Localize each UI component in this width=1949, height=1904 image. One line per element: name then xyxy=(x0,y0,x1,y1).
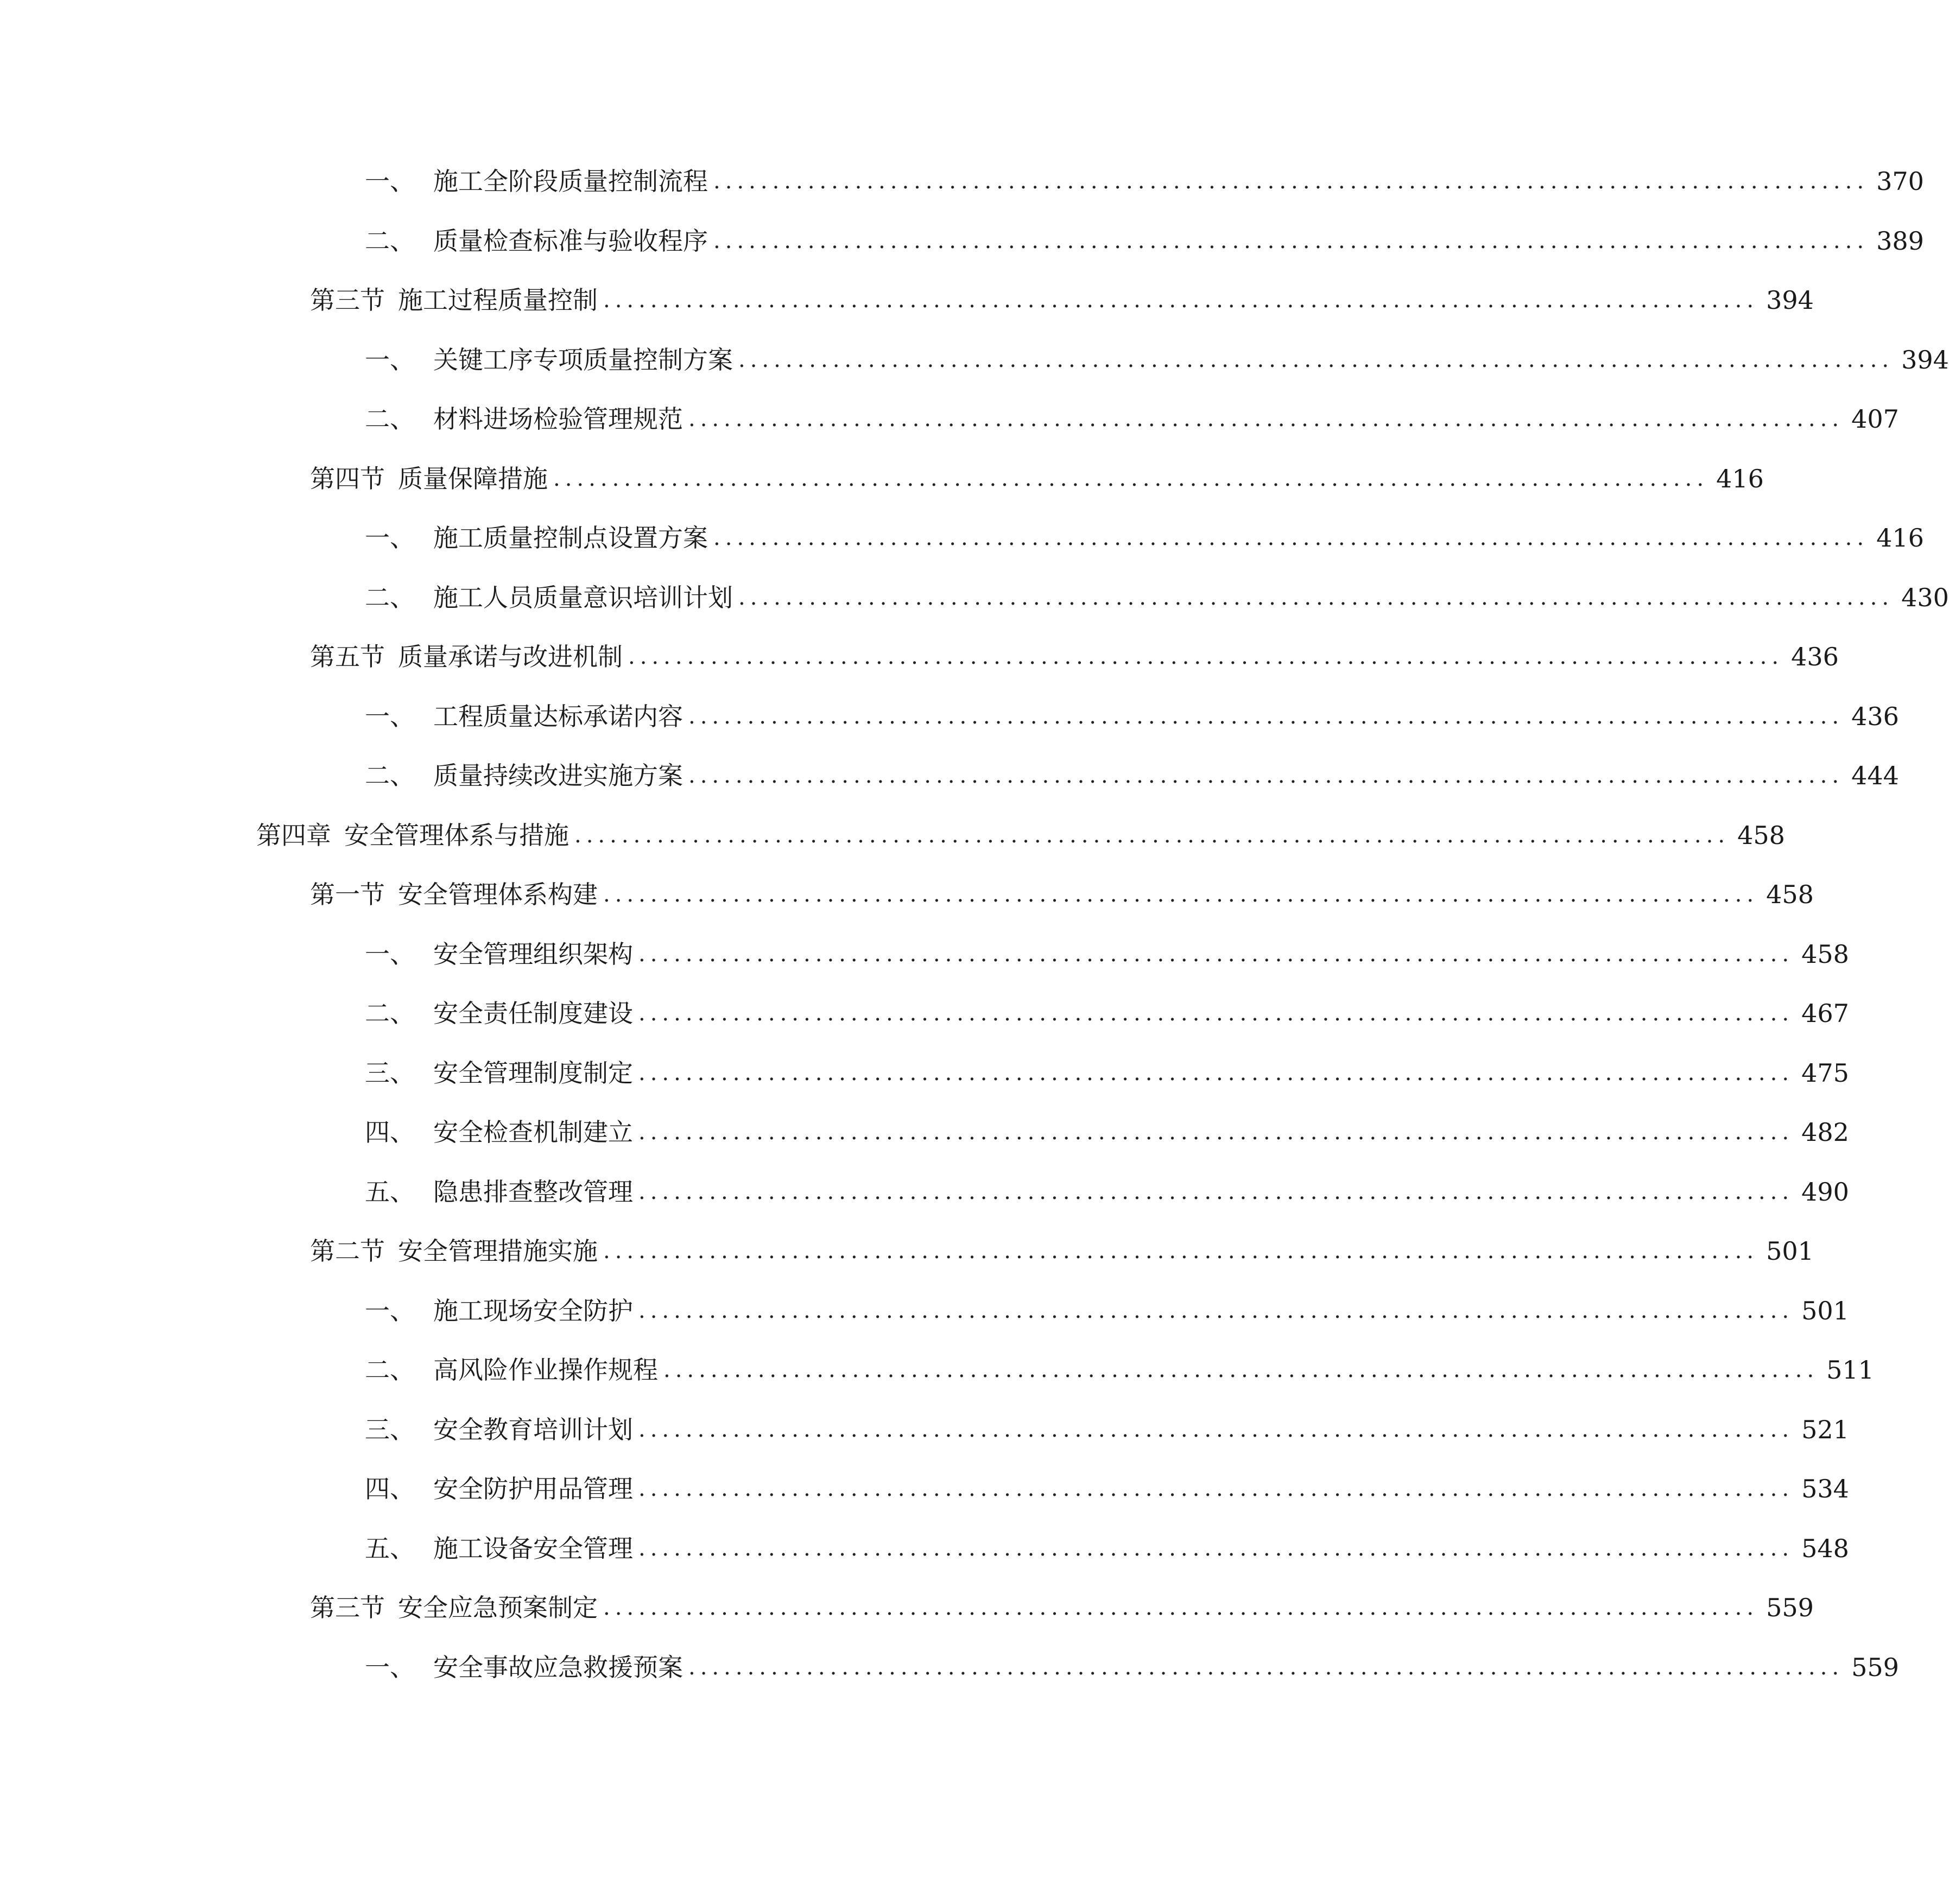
toc-entry[interactable] xyxy=(310,873,1814,916)
toc-entry[interactable] xyxy=(365,397,1899,441)
toc-entry[interactable] xyxy=(365,1110,1849,1154)
toc-label xyxy=(365,576,733,619)
toc-label xyxy=(310,635,623,678)
toc-entry-number: 一、 xyxy=(365,940,415,969)
toc-leader-dots: .................................................................................................. xyxy=(663,1357,1819,1382)
toc-leader-dots: .................................................................................................. xyxy=(713,525,1869,550)
toc-entry[interactable] xyxy=(365,1170,1849,1214)
toc-label xyxy=(365,397,683,441)
toc-page-number: 458 xyxy=(1766,880,1814,909)
toc-page-number: 501 xyxy=(1801,1296,1849,1325)
toc-label xyxy=(365,516,708,560)
toc-leader-dots: .................................................................................................. xyxy=(713,229,1869,253)
toc-entry-number: 二、 xyxy=(365,761,415,790)
toc-label xyxy=(365,160,708,203)
toc-entry[interactable] xyxy=(365,1348,1874,1392)
toc-leader-dots: .................................................................................................. xyxy=(638,1179,1794,1204)
toc-entry[interactable] xyxy=(365,754,1899,797)
toc-entry-number: 一、 xyxy=(365,1653,415,1682)
toc-page-number: 394 xyxy=(1766,285,1814,315)
toc-entry[interactable] xyxy=(365,1646,1899,1689)
toc-label xyxy=(365,1289,633,1332)
toc-entry[interactable] xyxy=(365,1527,1849,1570)
toc-entry-title: 安全管理制度制定 xyxy=(433,1058,633,1088)
toc-entry-number: 二、 xyxy=(365,1355,415,1385)
toc-entry[interactable] xyxy=(310,1586,1814,1629)
toc-page-number: 416 xyxy=(1716,464,1764,493)
toc-page-number: 534 xyxy=(1801,1474,1849,1503)
toc-leader-dots: .................................................................................................. xyxy=(638,1120,1794,1145)
toc-entry-title: 质量持续改进实施方案 xyxy=(433,761,683,790)
toc-label xyxy=(310,873,598,916)
toc-page-number: 370 xyxy=(1876,167,1924,196)
toc-entry-title: 施工质量控制点设置方案 xyxy=(433,523,708,553)
toc-entry-title: 安全检查机制建立 xyxy=(433,1118,633,1147)
toc-page-number: 436 xyxy=(1851,702,1899,731)
toc-label xyxy=(310,1586,598,1629)
toc-entry-number: 三、 xyxy=(365,1415,415,1444)
toc-page-number: 467 xyxy=(1801,999,1849,1028)
toc-entry[interactable] xyxy=(310,278,1814,322)
toc-leader-dots: .................................................................................................. xyxy=(638,1001,1794,1026)
toc-label xyxy=(256,814,569,857)
toc-entry-number: 五、 xyxy=(365,1534,415,1563)
toc-label xyxy=(365,1527,633,1570)
toc-label xyxy=(365,1051,633,1095)
toc-entry-number: 一、 xyxy=(365,702,415,731)
toc-page-number: 475 xyxy=(1801,1058,1849,1088)
toc-leader-dots: .................................................................................................. xyxy=(603,1239,1759,1264)
toc-entry[interactable] xyxy=(365,516,1924,560)
toc-entry-number: 第三节 xyxy=(310,285,385,315)
toc-entry-number: 第三节 xyxy=(310,1593,385,1622)
toc-entry-number: 二、 xyxy=(365,226,415,256)
toc-entry-number: 二、 xyxy=(365,999,415,1028)
toc-leader-dots: .................................................................................................. xyxy=(713,169,1869,194)
toc-label xyxy=(365,1408,633,1451)
toc-entry-title: 安全管理措施实施 xyxy=(398,1236,598,1266)
toc-entry-title: 质量保障措施 xyxy=(398,464,548,493)
toc-entry-title: 安全事故应急救援预案 xyxy=(433,1653,683,1682)
toc-page-number: 389 xyxy=(1876,226,1924,256)
toc-page-number: 511 xyxy=(1826,1355,1874,1385)
toc-leader-dots: .................................................................................................. xyxy=(553,466,1709,491)
toc-leader-dots: .................................................................................................. xyxy=(628,644,1784,669)
toc-leader-dots: .................................................................................................. xyxy=(574,823,1730,848)
toc-entry[interactable] xyxy=(365,1467,1849,1510)
toc-entry-number: 一、 xyxy=(365,167,415,196)
toc-entry-title: 关键工序专项质量控制方案 xyxy=(433,345,733,375)
toc-entry-title: 安全防护用品管理 xyxy=(433,1474,633,1503)
toc-label xyxy=(365,338,733,382)
toc-entry-title: 施工现场安全防护 xyxy=(433,1296,633,1325)
toc-label xyxy=(365,1467,633,1510)
toc-entry-title: 安全管理体系构建 xyxy=(398,880,598,909)
toc-entry[interactable] xyxy=(365,932,1849,976)
toc-label xyxy=(365,695,683,738)
toc-entry-number: 第二节 xyxy=(310,1236,385,1266)
toc-entry[interactable] xyxy=(365,1408,1849,1451)
toc-entry-title: 材料进场检验管理规范 xyxy=(433,404,683,434)
toc-page-number: 521 xyxy=(1801,1415,1849,1444)
toc-page-number: 501 xyxy=(1766,1236,1814,1266)
toc-leader-dots: .................................................................................................. xyxy=(638,942,1794,967)
toc-leader-dots: .................................................................................................. xyxy=(638,1061,1794,1086)
toc-entry[interactable] xyxy=(365,1051,1849,1095)
toc-entry-number: 五、 xyxy=(365,1177,415,1207)
toc-page-number: 490 xyxy=(1801,1177,1849,1207)
toc-leader-dots: .................................................................................................. xyxy=(603,288,1759,313)
toc-label xyxy=(365,1110,633,1154)
toc-entry[interactable] xyxy=(365,219,1924,263)
toc-page-number: 548 xyxy=(1801,1534,1849,1563)
toc-entry-number: 二、 xyxy=(365,404,415,434)
toc-entry[interactable] xyxy=(365,576,1949,619)
toc-page-number: 559 xyxy=(1766,1593,1814,1622)
toc-label xyxy=(310,278,598,322)
toc-label xyxy=(365,932,633,976)
toc-label xyxy=(365,754,683,797)
toc-leader-dots: .................................................................................................. xyxy=(638,1476,1794,1501)
toc-entry-title: 质量检查标准与验收程序 xyxy=(433,226,708,256)
toc-label xyxy=(365,1170,633,1214)
toc-entry-number: 四、 xyxy=(365,1474,415,1503)
toc-entry-title: 安全责任制度建设 xyxy=(433,999,633,1028)
toc-entry-number: 一、 xyxy=(365,1296,415,1325)
toc-leader-dots: .................................................................................................. xyxy=(688,1655,1844,1680)
toc-entry-title: 施工设备安全管理 xyxy=(433,1534,633,1563)
toc-entry-title: 质量承诺与改进机制 xyxy=(398,642,623,671)
toc-entry[interactable] xyxy=(310,457,1764,500)
toc-entry-title: 工程质量达标承诺内容 xyxy=(433,702,683,731)
toc-leader-dots: .................................................................................................. xyxy=(638,1417,1794,1442)
toc-page-number: 458 xyxy=(1801,940,1849,969)
toc-page-number: 430 xyxy=(1901,583,1949,612)
toc-entry-title: 施工过程质量控制 xyxy=(398,285,598,315)
toc-leader-dots: .................................................................................................. xyxy=(688,763,1844,788)
toc-leader-dots: .................................................................................................. xyxy=(688,407,1844,431)
toc-page-number: 407 xyxy=(1851,404,1899,434)
toc-entry-number: 四、 xyxy=(365,1118,415,1147)
toc-label xyxy=(310,1229,598,1273)
toc-entry[interactable] xyxy=(256,814,1785,857)
toc-page-number: 458 xyxy=(1737,821,1785,850)
toc-entry-number: 第四章 xyxy=(256,821,331,850)
toc-entry-title: 安全管理体系与措施 xyxy=(344,821,569,850)
toc-leader-dots: .................................................................................................. xyxy=(603,882,1759,907)
toc-entry[interactable] xyxy=(310,635,1839,678)
toc-entry-number: 第五节 xyxy=(310,642,385,671)
toc-entry[interactable] xyxy=(310,1229,1814,1273)
toc-entry-title: 高风险作业操作规程 xyxy=(433,1355,658,1385)
toc-entry[interactable] xyxy=(365,992,1849,1035)
toc-label xyxy=(365,992,633,1035)
toc-entry-title: 安全应急预案制定 xyxy=(398,1593,598,1622)
toc-entry[interactable] xyxy=(365,1289,1849,1332)
toc-entry[interactable] xyxy=(365,695,1899,738)
toc-entry-title: 隐患排查整改管理 xyxy=(433,1177,633,1207)
toc-leader-dots: .................................................................................................. xyxy=(638,1536,1794,1561)
toc-entry-number: 第一节 xyxy=(310,880,385,909)
toc-leader-dots: .................................................................................................. xyxy=(738,585,1894,610)
toc-entry-title: 施工全阶段质量控制流程 xyxy=(433,167,708,196)
toc-label xyxy=(310,457,548,500)
toc-page-number: 436 xyxy=(1791,642,1839,671)
toc-entry[interactable] xyxy=(365,338,1949,382)
toc-entry-title: 安全管理组织架构 xyxy=(433,940,633,969)
toc-page-number: 394 xyxy=(1901,345,1949,375)
toc-entry-number: 第四节 xyxy=(310,464,385,493)
toc-leader-dots: .................................................................................................. xyxy=(603,1595,1759,1620)
toc-entry-number: 一、 xyxy=(365,345,415,375)
toc-label xyxy=(365,1348,658,1392)
toc-page-number: 444 xyxy=(1851,761,1899,790)
toc-page-number: 482 xyxy=(1801,1118,1849,1147)
toc-page-number: 559 xyxy=(1851,1653,1899,1682)
toc-page-number: 416 xyxy=(1876,523,1924,553)
toc-entry-number: 三、 xyxy=(365,1058,415,1088)
toc-label xyxy=(365,1646,683,1689)
toc-leader-dots: .................................................................................................. xyxy=(638,1298,1794,1323)
toc-entry[interactable] xyxy=(365,160,1924,203)
toc-leader-dots: .................................................................................................. xyxy=(738,347,1894,372)
toc-entry-title: 安全教育培训计划 xyxy=(433,1415,633,1444)
toc-label xyxy=(365,219,708,263)
toc-entry-title: 施工人员质量意识培训计划 xyxy=(433,583,733,612)
toc-entry-number: 二、 xyxy=(365,583,415,612)
toc-entry-number: 一、 xyxy=(365,523,415,553)
toc-leader-dots: .................................................................................................. xyxy=(688,704,1844,729)
